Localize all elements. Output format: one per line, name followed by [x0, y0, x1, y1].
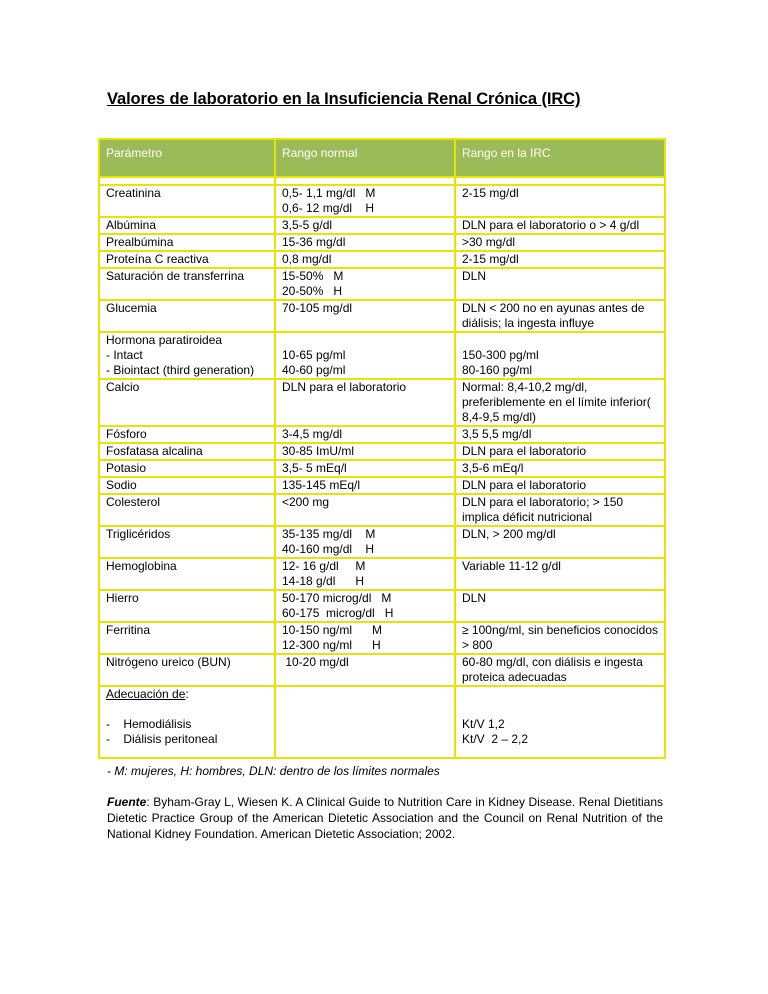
- table-row: [99, 300, 665, 332]
- normal-line: [282, 333, 450, 348]
- normal-cell: [275, 622, 455, 654]
- table-row: [99, 234, 665, 251]
- param-line: - Intact: [106, 348, 143, 362]
- irc-cell: [455, 526, 665, 558]
- lab-values-table: [98, 138, 666, 759]
- normal-line: 35-135 mg/dl M: [282, 527, 376, 541]
- param-line: - Biointact (third generation): [106, 363, 255, 377]
- param-cell: [99, 460, 275, 477]
- param-line: Potasio: [106, 461, 147, 475]
- irc-cell: [455, 654, 665, 686]
- irc-cell: [455, 300, 665, 332]
- irc-cell: [455, 332, 665, 379]
- param-cell: [99, 268, 275, 300]
- param-cell: [99, 590, 275, 622]
- table-row: [99, 460, 665, 477]
- normal-cell: [275, 686, 455, 758]
- source-citation: [107, 794, 663, 842]
- irc-line: DLN para el laboratorio; > 150 implica déficit nutricional: [462, 495, 624, 524]
- param-line: Albúmina: [106, 218, 157, 232]
- table-row: [99, 590, 665, 622]
- normal-line: 30-85 ImU/ml: [282, 444, 355, 458]
- irc-line: 2-15 mg/dl: [462, 252, 519, 266]
- normal-line: 3,5-5 g/dl: [282, 218, 333, 232]
- param-line: Fósforo: [106, 427, 147, 441]
- normal-line: <200 mg: [282, 495, 330, 509]
- irc-line: >30 mg/dl: [462, 235, 516, 249]
- irc-line: 2-15 mg/dl: [462, 186, 519, 200]
- normal-line: 0,5- 1,1 mg/dl M: [282, 186, 376, 200]
- page-title: Valores de laboratorio en la Insuficiencia Renal Crónica (IRC): [107, 90, 581, 108]
- irc-cell: [455, 460, 665, 477]
- normal-line: 12- 16 g/dl M: [282, 559, 366, 573]
- param-line: Saturación de transferrina: [106, 269, 245, 283]
- normal-cell: [275, 379, 455, 426]
- irc-cell: [455, 558, 665, 590]
- normal-cell: [275, 251, 455, 268]
- irc-line: DLN < 200 no en ayunas antes de diálisis; la ingesta influye: [462, 301, 645, 330]
- irc-line: DLN, > 200 mg/dl: [462, 527, 556, 541]
- table-row: [99, 526, 665, 558]
- normal-line: 10-20 mg/dl: [282, 655, 349, 669]
- irc-line: 3,5-6 mEq/l: [462, 461, 524, 475]
- irc-line: 150-300 pg/ml: [462, 348, 539, 362]
- param-line: Hemoglobina: [106, 559, 177, 573]
- normal-line: 10-150 ng/ml M: [282, 623, 383, 637]
- irc-cell: [455, 268, 665, 300]
- header-rango-irc: Rango en la IRC: [455, 139, 665, 177]
- normal-line: 70-105 mg/dl: [282, 301, 353, 315]
- table-row: [99, 558, 665, 590]
- normal-cell: [275, 494, 455, 526]
- param-cell: [99, 300, 275, 332]
- normal-cell: [275, 654, 455, 686]
- param-cell: [99, 234, 275, 251]
- param-cell: [99, 217, 275, 234]
- table-header-row: [99, 139, 665, 177]
- normal-cell: [275, 477, 455, 494]
- normal-cell: [275, 558, 455, 590]
- table-row-adecuacion: [99, 686, 665, 758]
- irc-line: DLN: [462, 269, 487, 283]
- irc-line: Variable 11-12 g/dl: [462, 559, 561, 573]
- param-cell: [99, 185, 275, 217]
- param-cell: [99, 477, 275, 494]
- param-line: Creatinina: [106, 186, 161, 200]
- table-row: [99, 268, 665, 300]
- normal-line: 3,5- 5 mEq/l: [282, 461, 347, 475]
- normal-line: 15-50% M: [282, 269, 344, 283]
- source-label: Fuente: [107, 795, 147, 809]
- param-cell: [99, 426, 275, 443]
- irc-cell: [455, 443, 665, 460]
- table-row: [99, 494, 665, 526]
- adecuacion-heading: [106, 687, 270, 702]
- table-row: [99, 477, 665, 494]
- normal-cell: [275, 217, 455, 234]
- irc-line: 60-80 mg/dl, con diálisis e ingesta proteica adecuadas: [462, 655, 643, 684]
- adecuacion-value: Kt/V 1,2: [462, 717, 505, 731]
- param-cell: [99, 332, 275, 379]
- irc-line: Normal: 8,4-10,2 mg/dl, preferiblemente en el límite inferior( 8,4-9,5 mg/dl): [462, 380, 651, 424]
- param-cell: [99, 686, 275, 758]
- adecuacion-label: Adecuación de: [106, 687, 186, 701]
- normal-cell: [275, 460, 455, 477]
- param-line: Calcio: [106, 380, 140, 394]
- adecuacion-value: Kt/V 2 – 2,2: [462, 732, 529, 746]
- param-cell: [99, 379, 275, 426]
- param-cell: [99, 494, 275, 526]
- table-row: [99, 654, 665, 686]
- table-row: [99, 622, 665, 654]
- irc-cell: [455, 494, 665, 526]
- param-cell: [99, 443, 275, 460]
- normal-cell: [275, 268, 455, 300]
- irc-line: DLN: [462, 591, 487, 605]
- table-row: [99, 251, 665, 268]
- param-line: Triglicéridos: [106, 527, 171, 541]
- normal-line: 0,6- 12 mg/dl H: [282, 201, 375, 215]
- param-line: Ferritina: [106, 623, 151, 637]
- adecuacion-item: - Diálisis peritoneal: [106, 732, 218, 746]
- param-line: Colesterol: [106, 495, 161, 509]
- table-row: [99, 443, 665, 460]
- normal-cell: [275, 185, 455, 217]
- param-cell: [99, 654, 275, 686]
- param-line: Hierro: [106, 591, 139, 605]
- normal-cell: [275, 300, 455, 332]
- header-rango-normal: Rango normal: [275, 139, 455, 177]
- table-row: [99, 379, 665, 426]
- irc-line: DLN para el laboratorio: [462, 444, 587, 458]
- param-line: Glucemia: [106, 301, 157, 315]
- normal-line: 14-18 g/dl H: [282, 574, 365, 588]
- irc-line: DLN para el laboratorio: [462, 478, 587, 492]
- irc-line: ≥ 100ng/ml, sin beneficios conocidos > 800: [462, 623, 659, 652]
- normal-line: 10-65 pg/ml: [282, 348, 346, 362]
- normal-line: 12-300 ng/ml H: [282, 638, 381, 652]
- normal-line: DLN para el laboratorio: [282, 380, 407, 394]
- irc-line: [462, 333, 660, 348]
- source-text: : Byham-Gray L, Wiesen K. A Clinical Guide to Nutrition Care in Kidney Disease. Renal Dietitians Dietetic Practice Group of the American Dietetic Association and the Council on Renal Nutrition of the National Kidney Foundation. American Dietetic Association; 2002.: [107, 795, 663, 841]
- table-row: [99, 217, 665, 234]
- normal-cell: [275, 234, 455, 251]
- table-spacer-row: [99, 177, 665, 185]
- normal-cell: [275, 526, 455, 558]
- adecuacion-item: - Hemodiálisis: [106, 717, 192, 731]
- normal-line: 0,8 mg/dl: [282, 252, 332, 266]
- param-line: Prealbúmina: [106, 235, 174, 249]
- normal-line: 40-60 pg/ml: [282, 363, 346, 377]
- normal-cell: [275, 443, 455, 460]
- header-parametro: Parámetro: [99, 139, 275, 177]
- irc-line: 80-160 pg/ml: [462, 363, 533, 377]
- normal-line: 40-160 mg/dl H: [282, 542, 375, 556]
- normal-cell: [275, 426, 455, 443]
- normal-line: 60-175 microg/dl H: [282, 606, 394, 620]
- irc-cell: [455, 426, 665, 443]
- table-row: [99, 426, 665, 443]
- irc-cell: [455, 217, 665, 234]
- irc-cell: [455, 686, 665, 758]
- param-line: Fosfatasa alcalina: [106, 444, 203, 458]
- normal-cell: [275, 590, 455, 622]
- param-line: Proteína C reactiva: [106, 252, 209, 266]
- irc-cell: [455, 622, 665, 654]
- irc-cell: [455, 590, 665, 622]
- normal-line: 3-4,5 mg/dl: [282, 427, 343, 441]
- normal-line: 135-145 mEq/l: [282, 478, 361, 492]
- irc-cell: [455, 477, 665, 494]
- irc-cell: [455, 251, 665, 268]
- normal-line: 20-50% H: [282, 284, 343, 298]
- param-line: Sodio: [106, 478, 137, 492]
- irc-cell: [455, 379, 665, 426]
- adecuacion-colon: :: [185, 687, 189, 701]
- irc-line: 3,5 5,5 mg/dl: [462, 427, 532, 441]
- normal-cell: [275, 332, 455, 379]
- normal-line: 50-170 microg/dl M: [282, 591, 392, 605]
- param-cell: [99, 251, 275, 268]
- param-cell: [99, 526, 275, 558]
- irc-line: DLN para el laboratorio o > 4 g/dl: [462, 218, 640, 232]
- param-cell: [99, 558, 275, 590]
- table-row: [99, 332, 665, 379]
- param-line: Nitrógeno ureico (BUN): [106, 655, 231, 669]
- table-row: [99, 185, 665, 217]
- param-line: Hormona paratiroidea: [106, 333, 223, 347]
- footnote: - M: mujeres, H: hombres, DLN: dentro de los límites normales: [107, 764, 440, 778]
- param-cell: [99, 622, 275, 654]
- normal-line: 15-36 mg/dl: [282, 235, 346, 249]
- irc-cell: [455, 185, 665, 217]
- irc-cell: [455, 234, 665, 251]
